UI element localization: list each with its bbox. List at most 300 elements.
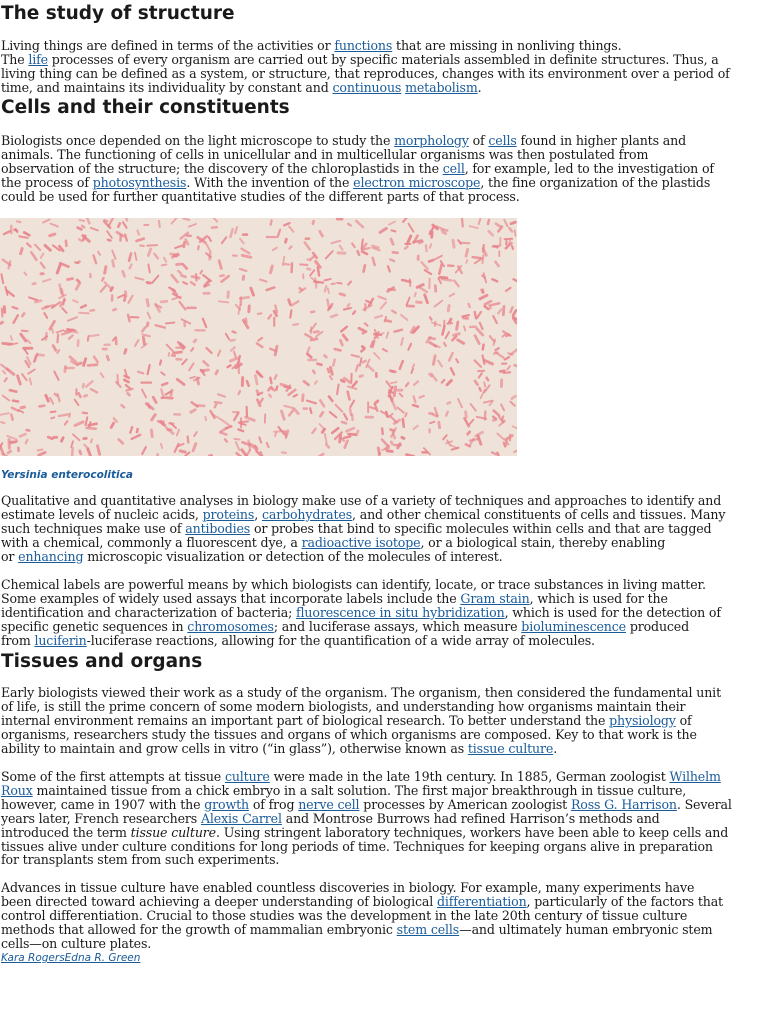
- bacterium: [3, 305, 6, 314]
- bacterium: [446, 322, 453, 325]
- bacterium: [360, 250, 368, 256]
- text-span: .: [477, 79, 482, 95]
- bacterium: [323, 278, 331, 282]
- text-line: of life, is still the prime concern of some modern biologists, and understanding how organisms maintain their: [1, 698, 686, 714]
- bacterium: [257, 336, 264, 342]
- bacterium: [477, 218, 482, 225]
- bacterium: [501, 362, 507, 364]
- bacterium: [364, 303, 367, 311]
- bacterium: [511, 244, 515, 250]
- author-link-edna-green[interactable]: Edna R. Green: [64, 952, 141, 964]
- link-bioluminescence[interactable]: bioluminescence: [521, 618, 626, 634]
- bacterium: [8, 389, 18, 394]
- bacterium: [218, 300, 230, 303]
- bacterium: [173, 413, 181, 416]
- bacterium: [265, 286, 276, 292]
- bacterium: [71, 447, 74, 456]
- bacterium: [182, 281, 189, 286]
- text-span: .: [553, 740, 558, 756]
- bacterium: [42, 218, 51, 223]
- link-enhancing[interactable]: enhancing: [18, 548, 84, 564]
- bacterium: [30, 251, 39, 262]
- bacterium: [339, 325, 348, 333]
- bacterium: [339, 339, 345, 347]
- bacterium: [134, 276, 145, 280]
- bacterium: [82, 357, 88, 367]
- bacterium: [504, 238, 514, 240]
- bacterium: [147, 263, 151, 273]
- link-chromosomes[interactable]: chromosomes: [187, 618, 274, 634]
- bacterium: [466, 430, 472, 436]
- bacterium: [167, 352, 170, 357]
- bacterium: [328, 411, 337, 419]
- text-span: and Montrose Burrows had refined Harrison’s methods and: [281, 810, 660, 826]
- bacterium: [347, 433, 357, 437]
- bacterium: [199, 269, 204, 275]
- bacterium: [182, 218, 190, 221]
- micrograph-image[interactable]: [0, 218, 517, 456]
- bacterium: [347, 222, 353, 227]
- bacterium: [387, 265, 392, 273]
- bacterium: [90, 227, 99, 232]
- section-heading-structure: The study of structure: [1, 3, 235, 24]
- bacterium: [478, 293, 489, 301]
- bacterium: [106, 238, 112, 242]
- bacterium: [453, 279, 461, 288]
- bacterium: [398, 359, 404, 370]
- link-gram-stain[interactable]: Gram stain: [460, 590, 530, 606]
- link-nerve-cell[interactable]: nerve cell: [298, 796, 360, 812]
- bacterium: [343, 435, 352, 439]
- bacterium: [269, 264, 274, 274]
- text-span: , and other chemical constituents of cells and tissues. Many: [352, 506, 726, 522]
- bacterium: [11, 306, 19, 310]
- bacterium: [92, 355, 99, 364]
- bacterium: [500, 378, 503, 387]
- bacterium: [23, 271, 28, 276]
- bacterium: [90, 438, 93, 443]
- bacterium: [356, 249, 361, 256]
- bacterium: [49, 222, 59, 227]
- text-line: Advances in tissue culture have enabled countless discoveries in biology. For example, many experiments have: [1, 880, 695, 895]
- bacterium: [139, 244, 145, 247]
- bacterium: [407, 342, 412, 351]
- bacterium: [400, 337, 405, 346]
- bacterium: [121, 270, 126, 278]
- bacterium: [72, 299, 79, 304]
- bacterium: [127, 294, 134, 304]
- bacterium: [150, 413, 158, 422]
- bacterium: [343, 412, 349, 421]
- bacterium: [303, 241, 312, 251]
- bacterium: [411, 404, 419, 409]
- bacterium: [44, 332, 48, 341]
- bacterium: [284, 237, 288, 243]
- bacterium: [189, 408, 197, 415]
- bacterium: [340, 420, 347, 425]
- bacterium: [158, 220, 161, 228]
- bacterium: [451, 239, 455, 249]
- author-credits: [1, 952, 140, 964]
- bacterium: [330, 239, 341, 244]
- bacterium: [258, 436, 262, 444]
- bacterium: [217, 349, 222, 357]
- bacterium: [232, 254, 238, 256]
- bacterium: [336, 282, 343, 285]
- bacterium: [175, 377, 186, 386]
- bacterium: [283, 263, 290, 266]
- bacterium: [102, 348, 108, 351]
- text-line: animals. The functioning of cells in unicellular and in multicellular organisms was then postulated from: [1, 146, 649, 162]
- link-wilhelm-roux-cont[interactable]: Roux: [1, 782, 33, 798]
- link-functions[interactable]: functions: [334, 38, 393, 53]
- text-span: internal environment remains an important part of biological research. To better understand the: [1, 712, 610, 728]
- section-heading-tissues: Tissues and organs: [1, 651, 203, 672]
- link-ross-g-harrison[interactable]: Ross G. Harrison: [570, 796, 677, 812]
- bacterium: [509, 306, 514, 314]
- bacterium: [292, 393, 298, 398]
- bacterium: [240, 254, 252, 259]
- bacterium: [324, 433, 328, 444]
- text-span: maintained tissue from a chick embryo in a salt solution. The first major breakthrough in tissue culture,: [32, 782, 687, 798]
- bacterium: [504, 286, 512, 292]
- bacterium: [302, 273, 304, 279]
- bacterium: [407, 222, 415, 233]
- text-span: Some examples of widely used assays that incorporate labels include the: [1, 590, 461, 606]
- bacterium: [316, 362, 323, 366]
- bacterium: [153, 252, 160, 260]
- bacterium: [245, 406, 248, 418]
- bacterium: [99, 284, 107, 293]
- bacterium: [266, 236, 277, 238]
- bacterium: [204, 242, 210, 251]
- bacterium: [330, 282, 336, 285]
- bacterium: [31, 282, 36, 285]
- link-physiology[interactable]: physiology: [609, 712, 676, 728]
- bacterium: [273, 385, 279, 393]
- text-span: such techniques make use of: [1, 520, 186, 536]
- bacterium: [79, 304, 87, 309]
- bacterium: [473, 310, 477, 319]
- text-span: , which is used for the: [529, 590, 668, 606]
- bacterium: [513, 364, 517, 369]
- bacterium: [329, 313, 338, 318]
- link-cells[interactable]: cells: [488, 133, 517, 148]
- link-photosynthesis[interactable]: photosynthesis: [92, 174, 187, 190]
- bacterium: [217, 259, 223, 270]
- bacterium: [469, 403, 477, 412]
- text-line: [1, 162, 714, 176]
- text-line: organisms, researchers study the tissues and organs of which organisms are composed. Key to that work is the: [1, 726, 697, 742]
- bacterium: [105, 354, 110, 361]
- bacterium: [129, 316, 139, 318]
- text-line: [1, 784, 732, 798]
- bacterium: [409, 278, 412, 287]
- bacterium: [482, 272, 487, 284]
- link-metabolism[interactable]: metabolism: [405, 79, 478, 95]
- paragraph-structure: [1, 39, 730, 95]
- bacterium: [273, 374, 278, 381]
- bacterium: [239, 238, 245, 245]
- bacterium: [364, 416, 374, 419]
- bacterium: [503, 219, 509, 228]
- text-span: time, and maintains its individuality by constant and: [1, 79, 333, 95]
- bacterium: [122, 221, 129, 229]
- bacterium: [276, 228, 281, 238]
- bacterium: [151, 395, 158, 404]
- text-line: control differentiation. Crucial to those studies was the development in the late 20th century of tissue culture: [1, 907, 688, 923]
- bacterium: [16, 374, 22, 386]
- text-span: ; and luciferase assays, which measure: [273, 618, 522, 634]
- bacterium: [142, 336, 146, 346]
- text-line: Chemical labels are powerful means by which biologists can identify, locate, or trace substances in living matter.: [1, 577, 706, 592]
- bacterium: [24, 438, 29, 445]
- bacterium: [92, 254, 98, 265]
- link-radioactive-isotope[interactable]: radioactive isotope: [301, 534, 421, 550]
- author-link-kara-rogers[interactable]: Kara Rogers: [1, 952, 65, 964]
- bacterium: [434, 254, 444, 260]
- bacterium: [313, 330, 320, 334]
- link-stem-cells[interactable]: stem cells: [396, 921, 460, 937]
- bacterium: [18, 432, 27, 438]
- bacterium: [220, 236, 227, 245]
- bacterium: [106, 230, 113, 239]
- bacterium: [175, 358, 182, 361]
- bacterium: [21, 329, 29, 332]
- bacterium: [205, 346, 213, 354]
- link-cell[interactable]: cell: [442, 160, 465, 176]
- bacterium: [381, 427, 384, 435]
- bacterium: [39, 252, 44, 259]
- bacterium: [473, 359, 483, 369]
- text-span: , or a biological stain, thereby enabling: [420, 534, 666, 550]
- bacterium: [428, 316, 433, 322]
- bacterium: [341, 333, 349, 342]
- bacterium: [351, 413, 354, 421]
- link-growth[interactable]: growth: [204, 796, 249, 812]
- bacterium: [316, 452, 325, 456]
- bacterium: [265, 441, 270, 448]
- bacterium: [400, 313, 409, 321]
- text-span: identification and characterization of bacteria;: [1, 604, 297, 620]
- bacterium: [117, 222, 122, 229]
- link-life[interactable]: life: [28, 51, 48, 67]
- bacterium: [346, 390, 351, 401]
- link-morphology[interactable]: morphology: [394, 133, 469, 148]
- bacterium: [87, 363, 99, 367]
- bacterium: [82, 437, 88, 440]
- bacterium: [483, 381, 486, 388]
- bacterium: [19, 405, 26, 409]
- text-line: [1, 923, 723, 937]
- bacterium: [444, 331, 450, 340]
- bacterium: [481, 343, 485, 351]
- bacterium: [456, 338, 466, 345]
- bacterium: [269, 376, 273, 384]
- bacterium: [134, 252, 138, 261]
- text-line: [1, 550, 725, 564]
- link-electron-microscope[interactable]: electron microscope: [353, 174, 481, 190]
- bacterium: [11, 399, 19, 403]
- bacterium: [154, 324, 166, 329]
- bacterium: [310, 310, 316, 313]
- bacterium: [234, 226, 239, 235]
- bacterium: [207, 236, 212, 243]
- bacterium: [10, 335, 14, 341]
- bacterium: [336, 218, 344, 220]
- bacterium: [358, 374, 364, 378]
- bacterium: [351, 310, 356, 316]
- text-line: could be used for further quantitative studies of the different parts of that process.: [1, 188, 520, 204]
- bacterium: [19, 332, 28, 343]
- bacterium: [324, 250, 334, 260]
- text-span: . With the invention of the: [186, 174, 354, 190]
- bacterium: [473, 379, 479, 387]
- text-span: Biologists once depended on the light microscope to study the: [1, 133, 395, 148]
- link-alexis-carrel[interactable]: Alexis Carrel: [200, 810, 282, 826]
- bacterium: [144, 402, 155, 411]
- bacterium: [306, 267, 312, 271]
- bacterium: [377, 446, 382, 456]
- bacterium: [389, 428, 395, 433]
- bacterium: [500, 403, 506, 411]
- bacterium: [202, 292, 210, 295]
- bacterium: [188, 223, 198, 228]
- bacterium: [449, 367, 455, 376]
- bacterium: [124, 233, 128, 242]
- bacterium: [43, 243, 52, 252]
- text-span: of: [675, 712, 692, 728]
- bacterium: [25, 242, 32, 249]
- link-continuous[interactable]: continuous: [332, 79, 402, 95]
- text-span: -luciferase reactions, allowing for the quantification of a wide array of molecules.: [86, 632, 595, 648]
- bacterium: [362, 264, 367, 273]
- paragraph-early-biologists: [1, 686, 721, 756]
- bacterium: [89, 273, 92, 279]
- link-carbohydrates[interactable]: carbohydrates: [261, 506, 353, 522]
- text-line: [1, 812, 732, 826]
- bacterium: [361, 359, 367, 364]
- figure-caption[interactable]: Yersinia enterocolitica: [1, 469, 133, 481]
- link-antibodies[interactable]: antibodies: [185, 520, 251, 536]
- bacterium: [510, 394, 517, 400]
- bacterium: [39, 272, 44, 275]
- bacterium: [178, 449, 187, 454]
- bacterium: [391, 251, 399, 254]
- bacterium: [447, 264, 455, 267]
- bacterium: [494, 347, 501, 352]
- bacterium: [423, 293, 429, 304]
- bacterium: [330, 426, 340, 434]
- bacterium: [336, 383, 340, 395]
- link-wilhelm-roux[interactable]: Wilhelm: [669, 769, 721, 784]
- text-line: [1, 770, 732, 784]
- bacterium: [390, 229, 396, 233]
- text-line: [1, 53, 730, 67]
- bacterium: [402, 218, 411, 223]
- paragraph-advances: [1, 881, 723, 951]
- bacterium: [498, 250, 500, 257]
- bacterium: [382, 348, 389, 353]
- text-span: . Several: [676, 796, 732, 812]
- bacterium: [485, 376, 490, 382]
- bacterium: [175, 262, 182, 266]
- bacterium: [36, 448, 43, 451]
- bacterium: [188, 362, 195, 372]
- bacterium: [249, 286, 255, 297]
- bacterium: [302, 379, 310, 386]
- bacterium: [465, 259, 469, 264]
- bacterium: [367, 364, 376, 372]
- bacterium: [509, 400, 516, 407]
- bacterium: [332, 358, 336, 367]
- bacterium: [162, 256, 167, 262]
- link-culture[interactable]: culture: [224, 769, 270, 784]
- bacterium: [86, 447, 92, 456]
- link-tissue-culture[interactable]: tissue culture: [467, 740, 554, 756]
- bacterium: [136, 229, 140, 236]
- link-fluorescence-in-situ-hybridization[interactable]: fluorescence in situ hybridization: [296, 604, 505, 620]
- text-span: that are missing in nonliving things.: [392, 38, 622, 53]
- link-differentiation[interactable]: differentiation: [436, 893, 527, 909]
- bacterium: [302, 407, 308, 410]
- bacterium: [445, 378, 453, 386]
- bacterium: [2, 370, 7, 375]
- bacterium: [195, 404, 205, 407]
- bacterium: [345, 426, 356, 433]
- bacterium: [396, 389, 403, 392]
- bacterium: [323, 354, 329, 360]
- bacterium: [61, 307, 68, 315]
- bacterium: [299, 263, 308, 266]
- bacterium: [89, 334, 99, 337]
- link-proteins[interactable]: proteins: [202, 506, 255, 522]
- bacterium: [135, 428, 139, 434]
- bacterium: [170, 218, 179, 225]
- bacterium: [171, 354, 177, 357]
- bacterium: [56, 333, 59, 343]
- bacterium: [127, 252, 132, 262]
- bacterium: [255, 389, 260, 396]
- bacterium: [433, 299, 443, 308]
- bacterium: [415, 300, 423, 304]
- bacterium: [129, 426, 134, 435]
- bacterium: [135, 237, 146, 243]
- bacterium: [390, 309, 397, 315]
- link-luciferin[interactable]: luciferin: [34, 632, 87, 648]
- bacterium: [247, 304, 251, 313]
- bacterium: [146, 244, 158, 247]
- bacterium: [109, 421, 115, 429]
- bacterium: [375, 372, 378, 378]
- bacterium: [241, 440, 252, 446]
- bacterium: [351, 242, 357, 249]
- bacterium: [186, 435, 189, 444]
- bacterium: [478, 386, 482, 392]
- bacterium: [288, 225, 295, 233]
- bacterium: [314, 380, 319, 386]
- bacterium: [318, 423, 326, 431]
- bacterium: [181, 262, 189, 270]
- bacterium: [161, 381, 169, 386]
- bacterium: [264, 413, 266, 423]
- bacterium: [145, 321, 149, 327]
- bacterium: [0, 412, 10, 416]
- bacterium: [12, 314, 20, 325]
- bacterium: [226, 364, 232, 369]
- bacterium: [165, 321, 176, 324]
- bacterium: [75, 388, 77, 396]
